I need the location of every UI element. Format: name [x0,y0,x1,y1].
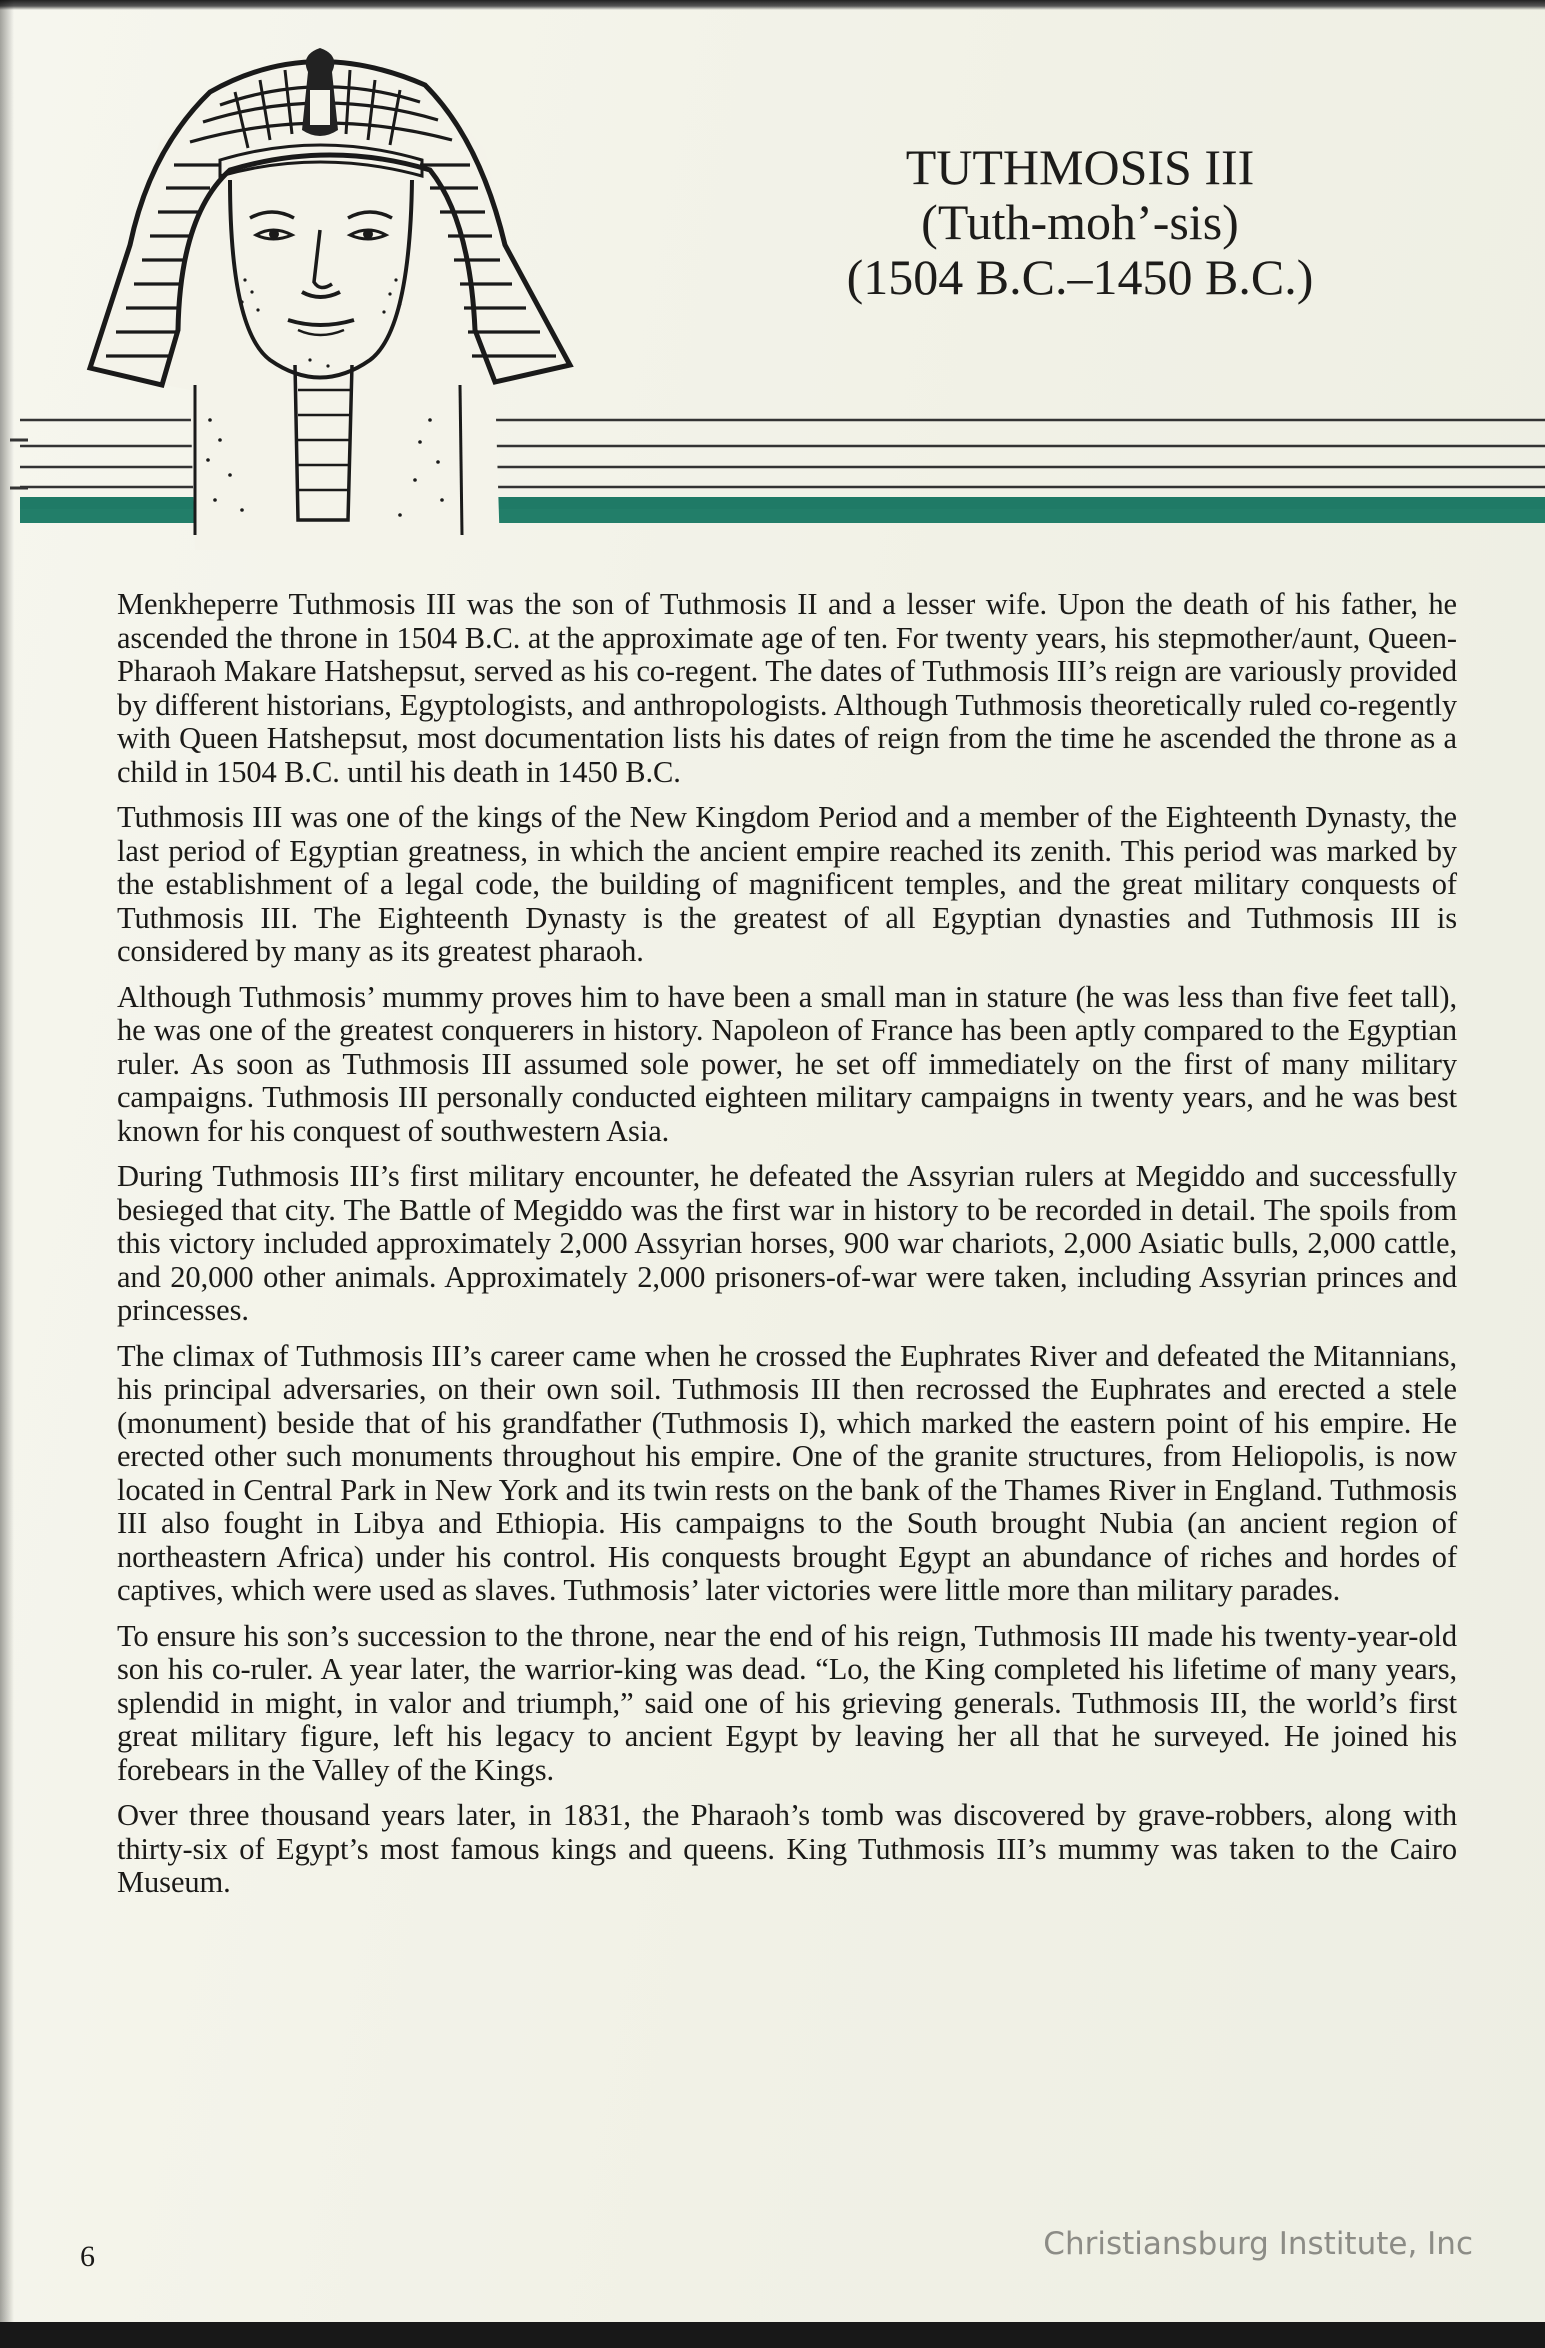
paragraph: Tuthmosis III was one of the kings of the New Kingdom Period and a member of the Eighteenth Dynasty, the last period of Egyptian greatness, in which the ancient empire reached its zenith. This period was marked by the establishment of a legal code, the building of magnificent temples, and the great military conquests of Tuthmosis III. The Eighteenth Dynasty is the greatest of all Egyptian dynasties and Tuthmosis III is considered by many as its greatest pharaoh. [117,800,1457,968]
paragraph: During Tuthmosis III’s first military encounter, he defeated the Assyrian rulers at Megiddo and successfully besieged that city. The Battle of Megiddo was the first war in history to be recorded in detail. The spoils from this victory included approximately 2,000 Assyrian horses, 900 war chariots, 2,000 Asiatic bulls, 2,000 cattle, and 20,000 other animals. Approximately 2,000 prisoners-of-war were taken, including Assyrian princes and princesses. [117,1159,1457,1327]
paragraph: Although Tuthmosis’ mummy proves him to have been a small man in stature (he was less than five feet tall), he was one of the greatest conquerers in history. Napoleon of France has been aptly compared to the Egyptian ruler. As soon as Tuthmosis III assumed sole power, he set off immediately on the first of many military campaigns. Tuthmosis III personally conducted eighteen military campaigns in twenty years, and he was best known for his conquest of southwestern Asia. [117,979,1457,1148]
title-block [770,140,1390,305]
pharaoh-portrait-icon [70,30,670,550]
page-number: 6 [80,2240,95,2273]
paragraph: Menkheperre Tuthmosis III was the son of Tuthmosis II and a lesser wife. Upon the death of his father, he ascended the throne in 1504 B.C. at the approximate age of ten. For twenty years, his stepmother/aunt, Queen-Pharaoh Makare Hatshepsut, served as his co-regent. The dates of Tuthmosis III’s reign are variously provided by different historians, Egyptologists, and anthropologists. Although Tuthmosis theoretically ruled co-regently with Queen Hatshepsut, most documentation lists his dates of reign from the time he ascended the throne as a child in 1504 B.C. until his death in 1450 B.C. [117,587,1457,789]
reign-dates: (1504 B.C.–1450 B.C.) [846,249,1314,305]
paragraph: The climax of Tuthmosis III’s career came when he crossed the Euphrates River and defeated the Mitannians, his principal adversaries, on their own soil. Tuthmosis III then recrossed the Euphrates and erected a stele (monument) beside that of his grandfather (Tuthmosis I), which marked the eastern point of his empire. He erected other such monuments throughout his empire. One of the granite structures, from Heliopolis, is now located in Central Park in New York and its twin rests on the bank of the Thames River in England. Tuthmosis III also fought in Libya and Ethiopia. His campaigns to the South brought Nubia (an ancient region of northeastern Africa) under his control. His conquests brought Egypt an abundance of riches and hordes of captives, which were used as slaves. Tuthmosis’ later victories were little more than military parades. [117,1338,1457,1607]
article-body [117,588,1457,1912]
page-title: TUTHMOSIS III [905,139,1255,195]
paragraph: To ensure his son’s succession to the throne, near the end of his reign, Tuthmosis III made his twenty-year-old son his co-ruler. A year later, the warrior-king was dead. “Lo, the King completed his lifetime of many years, splendid in might, in valor and triumph,” said one of his grieving generals. Tuthmosis III, the world’s first great military figure, left his legacy to ancient Egypt by leaving her all that he surveyed. He joined his forebears in the Valley of the Kings. [117,1618,1457,1787]
paragraph: Over three thousand years later, in 1831, the Pharaoh’s tomb was discovered by grave-robbers, along with thirty-six of Egypt’s most famous kings and queens. King Tuthmosis III’s mummy was taken to the Cairo Museum. [117,1798,1457,1899]
pronunciation: (Tuth-moh’-sis) [921,194,1239,250]
watermark: Christiansburg Institute, Inc [1043,2226,1473,2262]
page-bottom-edge [0,2322,1545,2348]
